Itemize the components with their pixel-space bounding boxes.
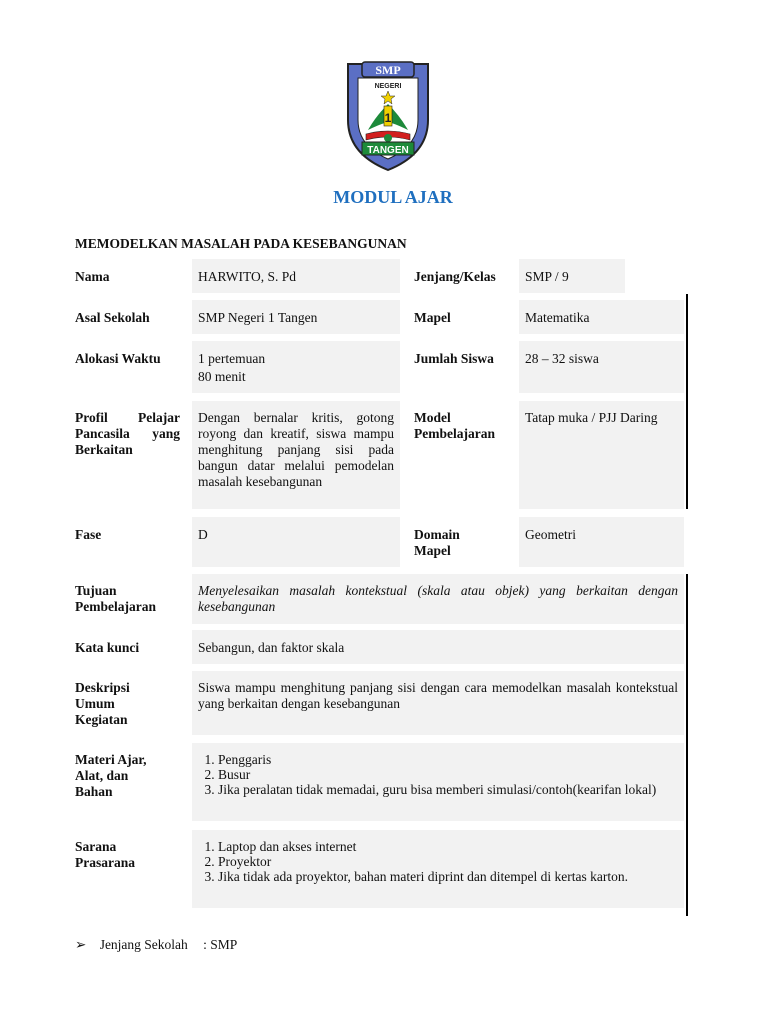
bullet-value: : SMP [203,937,238,952]
logo-top-text: SMP [375,63,401,77]
value-box-asal [192,300,400,334]
value-box-jenjang [519,259,625,293]
value-box-jumlah [519,341,684,393]
label-asal: Asal Sekolah [75,310,150,325]
value-box-kata-kunci [192,630,684,664]
value-deskripsi: Siswa mampu menghitung panjang sisi dengan cara memodelkan masalah kontekstual yang berkaitan dengan kesebangunan [198,680,678,711]
label-fase: Fase [75,527,102,542]
label-jumlah: Jumlah Siswa [414,351,494,366]
label-mapel: Mapel [414,310,451,325]
value-asal: SMP Negeri 1 Tangen [198,310,318,325]
value-model: Tatap muka / PJJ Daring [525,410,658,425]
label-kata-kunci: Kata kunci [75,640,140,655]
list-item: 3. Jika peralatan tidak memadai, guru bisa memberi simulasi/contoh(kearifan lokal) [218,782,678,797]
logo-number: 1 [384,111,392,125]
bullet-label: Jenjang Sekolah [99,937,188,952]
sarana-list [192,830,684,884]
value-box-deskripsi [192,671,684,735]
value-box-tujuan [192,574,684,624]
logo-arc-text: NEGERI [374,83,402,90]
label-domain: Domain Mapel [414,527,460,558]
value-box-alokasi [192,341,400,393]
table-right-border [686,294,688,509]
list-item: 3. Jika tidak ada proyektor, bahan materi diprint dan ditempel di kertas karton. [218,869,678,884]
label-profil: Profil Pelajar Pancasila yang Berkaitan [75,410,180,457]
list-item: 2. Proyektor [218,854,678,869]
value-jumlah: 28 – 32 siswa [525,351,599,366]
table-right-border [686,574,688,916]
value-box-sarana [192,830,684,908]
list-item: 1. Laptop dan akses internet [218,839,678,854]
document-subtitle: MEMODELKAN MASALAH PADA KESEBANGUNAN [75,236,407,251]
value-box-nama [192,259,400,293]
value-box-profil [192,401,400,509]
materi-list [192,743,684,797]
label-nama: Nama [75,269,110,284]
school-logo [342,58,434,173]
value-alokasi-line1: 1 pertemuan [198,351,266,366]
value-tujuan: Menyelesaikan masalah kontekstual (skala atau objek) yang berkaitan dengan kesebangunan [198,583,678,614]
value-mapel: Matematika [525,310,590,325]
arrow-bullet-icon: ➢ [75,937,87,952]
document-title: MODUL AJAR [333,187,453,207]
label-tujuan: Tujuan Pembelajaran [75,583,156,614]
bullet-row [75,937,237,953]
list-item: 2. Busur [218,767,678,782]
label-jenjang: Jenjang/Kelas [414,269,496,284]
label-sarana: Sarana Prasarana [75,839,135,870]
value-jenjang: SMP / 9 [525,269,569,284]
value-fase: D [198,527,208,542]
value-box-model [519,401,684,509]
label-deskripsi: Deskripsi Umum Kegiatan [75,680,130,727]
value-profil: Dengan bernalar kritis, gotong royong dan kreatif, siswa mampu menghitung panjang sisi pada bangun datar melalui pemodelan masalah kesebangunan [198,410,394,489]
value-box-materi [192,743,684,821]
label-alokasi: Alokasi Waktu [75,351,161,366]
value-kata-kunci: Sebangun, dan faktor skala [198,640,345,655]
logo-bottom-text: TANGEN [367,145,409,156]
label-model: Model Pembelajaran [414,410,495,441]
value-nama: HARWITO, S. Pd [198,269,297,284]
list-item: 1. Penggaris [218,752,678,767]
value-box-mapel [519,300,684,334]
value-box-fase [192,517,400,567]
value-alokasi-line2: 80 menit [198,369,246,384]
value-box-domain [519,517,684,567]
value-domain: Geometri [525,527,576,542]
label-materi: Materi Ajar, Alat, dan Bahan [75,752,147,799]
